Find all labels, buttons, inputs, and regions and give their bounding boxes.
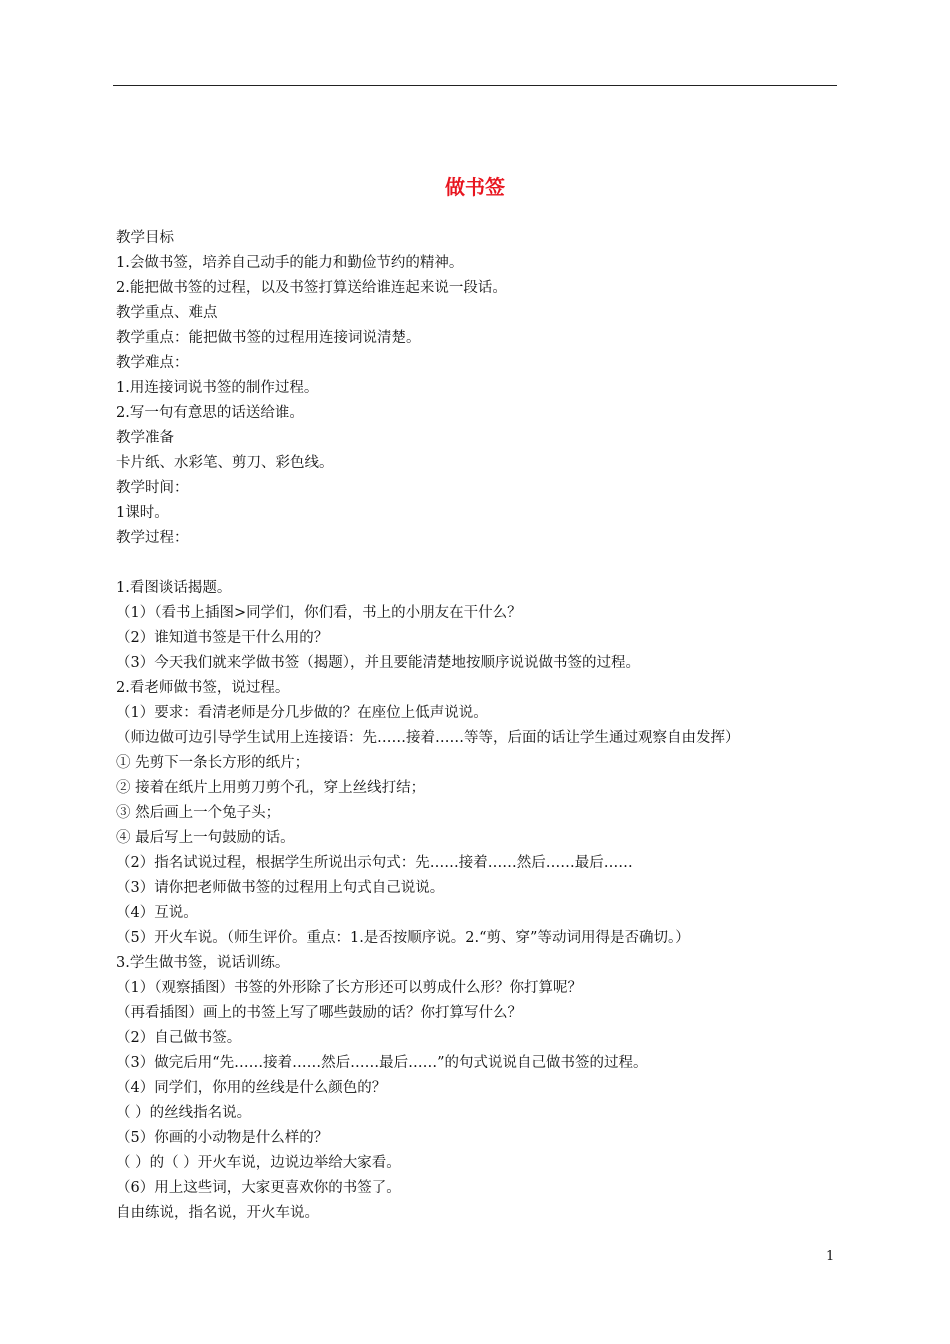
- text-line: ① 先剪下一条长方形的纸片；: [116, 755, 310, 771]
- text-line: （3）今天我们就来学做书签（揭题），并且要能清楚地按顺序说说做书签的过程。: [116, 655, 640, 671]
- text-line: （1）要求：看清老师是分几步做的？在座位上低声说说。: [116, 705, 488, 721]
- document-body: [116, 226, 836, 1226]
- text-line: 1课时。: [116, 505, 169, 521]
- text-line: （2）自己做书签。: [116, 1030, 242, 1046]
- document-title: 做书签: [445, 175, 505, 199]
- text-line: （4）互说。: [116, 905, 198, 921]
- text-line: （1）（看书上插图>同学们，你们看，书上的小朋友在干什么？: [116, 605, 522, 621]
- text-line: （4）同学们，你用的丝线是什么颜色的？: [116, 1080, 387, 1096]
- text-line: 教学重点：能把做书签的过程用连接词说清楚。: [116, 330, 421, 346]
- text-line: （2）谁知道书签是干什么用的？: [116, 630, 329, 646]
- text-line: （ ）的丝线指名说。: [116, 1105, 252, 1121]
- page-number: 1: [826, 1249, 835, 1264]
- text-line: ② 接着在纸片上用剪刀剪个孔，穿上丝线打结；: [116, 780, 426, 796]
- text-line: 卡片纸、水彩笔、剪刀、彩色线。: [116, 455, 334, 471]
- text-line: 2.能把做书签的过程，以及书签打算送给谁连起来说一段话。: [116, 280, 507, 296]
- text-line: ③ 然后画上一个兔子头；: [116, 805, 281, 821]
- text-line: （3）请你把老师做书签的过程用上句式自己说说。: [116, 880, 445, 896]
- text-line: 2.看老师做书签，说过程。: [116, 680, 290, 696]
- text-line: 2.写一句有意思的话送给谁。: [116, 405, 304, 421]
- text-line: （5）你画的小动物是什么样的？: [116, 1130, 329, 1146]
- text-line: 教学过程：: [116, 530, 189, 546]
- text-line: （5）开火车说。（师生评价。重点：1.是否按顺序说。2.“剪、穿”等动词用得是否确切。）: [116, 930, 690, 946]
- text-line: 教学准备: [116, 430, 174, 446]
- text-line: 教学难点：: [116, 355, 189, 371]
- text-line: 1.看图谈话揭题。: [116, 580, 232, 596]
- text-line: 自由练说，指名说，开火车说。: [116, 1205, 319, 1221]
- text-line: 1.用连接词说书签的制作过程。: [116, 380, 319, 396]
- text-line: 教学时间：: [116, 480, 189, 496]
- text-line: 1.会做书签，培养自己动手的能力和勤俭节约的精神。: [116, 255, 464, 271]
- text-line: 3.学生做书签，说话训练。: [116, 955, 290, 971]
- text-line: （ ）的（ ）开火车说，边说边举给大家看。: [116, 1155, 401, 1171]
- text-line: （2）指名试说过程，根据学生所说出示句式：先……接着……然后……最后……: [116, 855, 633, 871]
- text-line: 教学目标: [116, 230, 174, 246]
- text-line: （6）用上这些词，大家更喜欢你的书签了。: [116, 1180, 401, 1196]
- header-rule: [113, 85, 837, 86]
- text-line: （再看插图）画上的书签上写了哪些鼓励的话？你打算写什么？: [116, 1005, 522, 1021]
- text-line: （1）（观察插图）书签的外形除了长方形还可以剪成什么形？你打算呢？: [116, 980, 582, 996]
- text-line: ④ 最后写上一句鼓励的话。: [116, 830, 295, 846]
- text-line: （3）做完后用“先……接着……然后……最后……”的句式说说自己做书签的过程。: [116, 1055, 648, 1071]
- text-line: （师边做可边引导学生试用上连接语：先……接着……等等，后面的话让学生通过观察自由发挥）: [116, 730, 740, 746]
- blank-line: [116, 551, 836, 576]
- text-line: 教学重点、难点: [116, 305, 218, 321]
